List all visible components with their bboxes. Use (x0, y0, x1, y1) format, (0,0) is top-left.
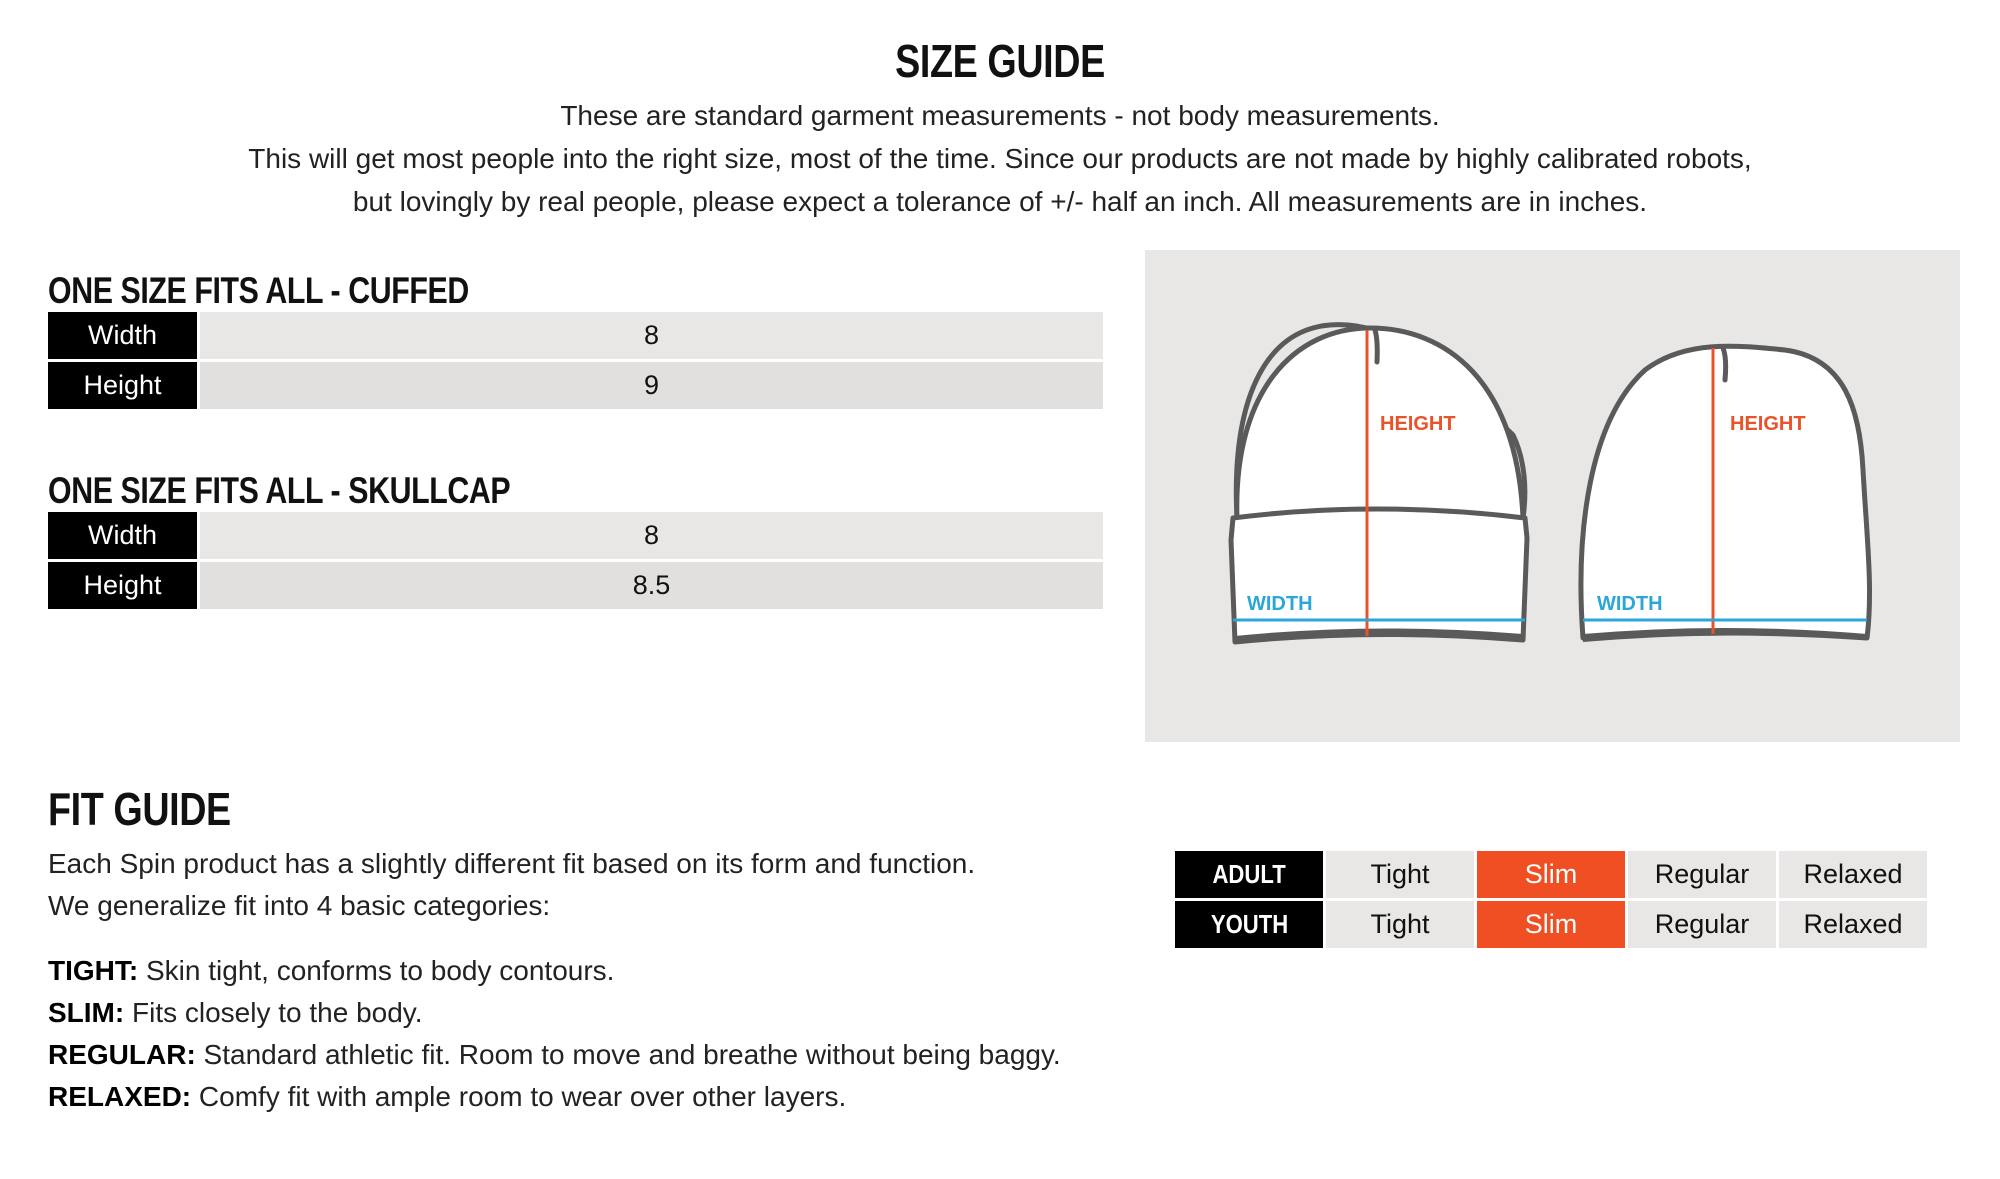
row-value: 8.5 (200, 562, 1103, 609)
fit-cell-tight: Tight (1326, 851, 1474, 898)
fit-definition-relaxed (48, 1081, 846, 1113)
skullcap-height-label: HEIGHT (1730, 413, 1806, 435)
cuffed-width-label: WIDTH (1247, 593, 1313, 615)
definition-text: Skin tight, conforms to body contours. (138, 955, 615, 986)
fit-cell-regular: Regular (1628, 901, 1776, 948)
cuffed-height-row (48, 362, 1103, 409)
row-value: 9 (200, 362, 1103, 409)
skullcap-width-row (48, 512, 1103, 559)
fit-cell-slim: Slim (1477, 851, 1625, 898)
fit-row-youth (1175, 901, 1930, 948)
fit-cell-regular: Regular (1628, 851, 1776, 898)
cuffed-width-row (48, 312, 1103, 359)
skullcap-width-label: WIDTH (1597, 593, 1663, 615)
definition-term: REGULAR: (48, 1039, 196, 1070)
intro-line-3: but lovingly by real people, please expect a tolerance of +/- half an inch. All measurements are in inches. (352, 186, 1648, 217)
beanie-measurement-diagram (1145, 250, 1960, 742)
fit-cell-slim: Slim (1477, 901, 1625, 948)
page-title: SIZE GUIDE (895, 35, 1105, 87)
row-label: Height (48, 362, 197, 409)
row-value: 8 (200, 512, 1103, 559)
fit-guide-intro-1: Each Spin product has a slightly different fit based on its form and function. (48, 848, 976, 879)
cuffed-table-title: ONE SIZE FITS ALL - CUFFED (48, 270, 469, 311)
fit-cell-relaxed: Relaxed (1779, 901, 1927, 948)
fit-cell-tight: Tight (1326, 901, 1474, 948)
definition-text: Standard athletic fit. Room to move and breathe without being baggy. (195, 1039, 1061, 1070)
skullcap-table-title: ONE SIZE FITS ALL - SKULLCAP (48, 470, 511, 511)
definition-term: RELAXED: (48, 1081, 192, 1112)
cuffed-height-label: HEIGHT (1380, 413, 1456, 435)
row-label: Width (48, 512, 197, 559)
definition-text: Comfy fit with ample room to wear over other layers. (191, 1081, 847, 1112)
definition-term: SLIM: (48, 997, 125, 1028)
skullcap-height-row (48, 562, 1103, 609)
fit-cell-relaxed: Relaxed (1779, 851, 1927, 898)
diagram-svg (1145, 250, 1960, 742)
fit-definition-regular (48, 1039, 1061, 1071)
fit-guide-title: FIT GUIDE (48, 783, 231, 835)
row-value: 8 (200, 312, 1103, 359)
intro-line-1: These are standard garment measurements - not body measurements. (560, 100, 1440, 131)
definition-text: Fits closely to the body. (124, 997, 423, 1028)
row-label: Height (48, 562, 197, 609)
fit-row-label: YOUTH (1175, 901, 1323, 948)
fit-row-label: ADULT (1175, 851, 1323, 898)
intro-line-2: This will get most people into the right size, most of the time. Since our products are not made by highly calibrated robots, (248, 143, 1752, 174)
definition-term: TIGHT: (48, 955, 139, 986)
fit-definition-tight (48, 955, 614, 987)
fit-definition-slim (48, 997, 423, 1029)
fit-guide-intro-2: We generalize fit into 4 basic categories: (48, 890, 551, 921)
row-label: Width (48, 312, 197, 359)
fit-row-adult (1175, 851, 1930, 898)
